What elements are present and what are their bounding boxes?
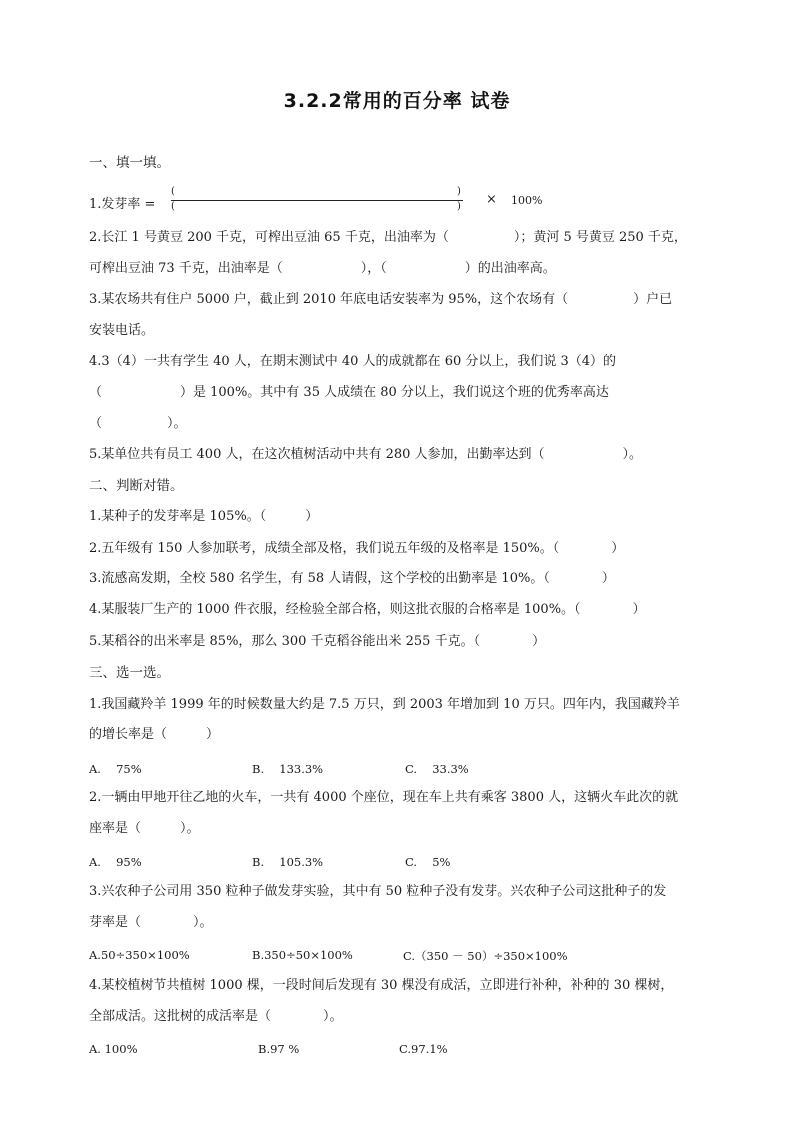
choice-q2-option-c: C. 5% bbox=[405, 855, 451, 869]
multiply-sign: × bbox=[486, 192, 497, 207]
choice-q3-line-2: 芽率是（ ）。 bbox=[89, 915, 213, 930]
q5-line: 5.某单位共有员工 400 人，在这次植树活动中共有 280 人参加，出勤率达到（ ）。 bbox=[89, 447, 643, 462]
q3-line-2: 安装电话。 bbox=[89, 323, 155, 338]
section-2-heading: 二、判断对错。 bbox=[89, 478, 184, 494]
choice-q1-option-b: B. 133.3% bbox=[252, 762, 324, 776]
denominator-open-paren: ( bbox=[171, 201, 175, 212]
choice-q3-option-a: A.50÷350×100% bbox=[89, 948, 190, 962]
judge-item-2: 2.五年级有 150 人参加联考，成绩全部及格，我们说五年级的及格率是 150%。（ ） bbox=[89, 541, 625, 556]
choice-q4-option-b: B.97 % bbox=[258, 1042, 300, 1056]
choice-q3-option-c: C.（350 － 50）÷350×100% bbox=[403, 949, 568, 963]
choice-q2-option-b: B. 105.3% bbox=[252, 855, 324, 869]
choice-q1-line-1: 1.我国藏羚羊 1999 年的时候数量大约是 7.5 万只，到 2003 年增加到 10 万只。四年内，我国藏羚羊 bbox=[89, 697, 680, 712]
choice-q4-line-1: 4.某校植树节共植树 1000 棵，一段时间后发现有 30 棵没有成活，立即进行补种，补种的 30 棵树， bbox=[89, 978, 674, 993]
judge-item-3: 3.流感高发期，全校 580 名学生，有 58 人请假，这个学校的出勤率是 10%。（ ） bbox=[89, 571, 615, 586]
page-title: 3.2.2常用的百分率 试卷 bbox=[283, 90, 511, 112]
denominator-close-paren: ) bbox=[457, 201, 461, 212]
q2-line-2: 可榨出豆油 73 千克，出油率是（ ），（ ）的出油率高。 bbox=[89, 261, 556, 276]
judge-item-1: 1.某种子的发芽率是 105%。（ ） bbox=[89, 509, 319, 524]
choice-q3-option-b: B.350÷50×100% bbox=[252, 948, 353, 962]
q4-line-2: （ ）是 100%。其中有 35 人成绩在 80 分以上，我们说这个班的优秀率高达 bbox=[89, 385, 609, 400]
q3-line-1: 3.某农场共有住户 5000 户，截止到 2010 年底电话安装率为 95%，这个农场有（ ）户已 bbox=[89, 292, 673, 307]
choice-q2-line-2: 座率是（ ）。 bbox=[89, 821, 200, 836]
q4-line-1: 4.3（4）一共有学生 40 人，在期末测试中 40 人的成就都在 60 分以上，我们说 3（4）的 bbox=[89, 354, 617, 369]
section-3-heading: 三、选一选。 bbox=[89, 665, 170, 681]
numerator-close-paren: ) bbox=[457, 186, 461, 197]
numerator-open-paren: ( bbox=[171, 186, 175, 197]
choice-q2-option-a: A. 95% bbox=[89, 855, 142, 869]
hundred-percent: 100% bbox=[511, 194, 543, 207]
choice-q4-option-c: C.97.1% bbox=[399, 1042, 448, 1056]
choice-q4-line-2: 全部成活。这批树的成活率是（ ）。 bbox=[89, 1009, 343, 1024]
fraction-bar bbox=[171, 200, 463, 201]
choice-q1-line-2: 的增长率是（ ） bbox=[89, 727, 220, 742]
choice-q1-option-c: C. 33.3% bbox=[405, 762, 469, 776]
q4-line-3: （ ）。 bbox=[89, 416, 187, 431]
choice-q4-option-a: A. 100% bbox=[89, 1042, 138, 1056]
choice-q2-line-1: 2.一辆由甲地开往乙地的火车，一共有 4000 个座位，现在车上共有乘客 3800 人，这辆火车此次的就 bbox=[89, 790, 679, 805]
judge-item-5: 5.某稻谷的出米率是 85%，那么 300 千克稻谷能出米 255 千克。（ ） bbox=[89, 634, 546, 649]
formula-label: 1.发芽率 = bbox=[89, 197, 156, 212]
judge-item-4: 4.某服装厂生产的 1000 件衣服，经检验全部合格，则这批衣服的合格率是 100%。（ ） bbox=[89, 602, 646, 617]
choice-q3-line-1: 3.兴农种子公司用 350 粒种子做发芽实验，其中有 50 粒种子没有发芽。兴农种子公司这批种子的发 bbox=[89, 884, 667, 899]
section-1-heading: 一、填一填。 bbox=[89, 155, 170, 171]
q2-line-1: 2.长江 1 号黄豆 200 千克，可榨出豆油 65 千克，出油率为（ ）；黄河 5 号黄豆 250 千克， bbox=[89, 230, 687, 245]
choice-q1-option-a: A. 75% bbox=[89, 762, 142, 776]
